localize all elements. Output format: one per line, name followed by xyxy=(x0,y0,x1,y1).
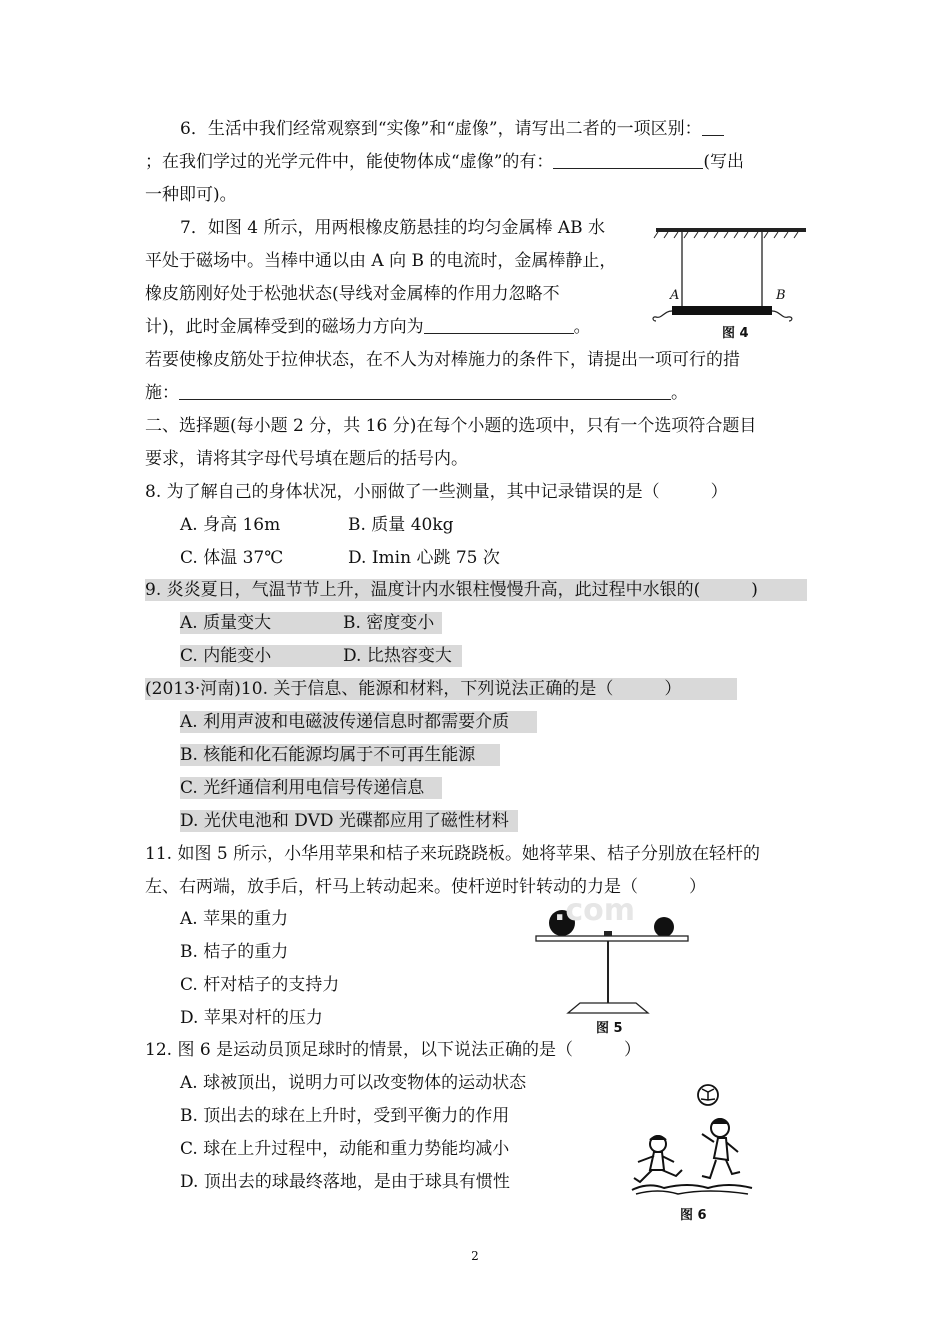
q7-line-3: 橡皮筋刚好处于松弛状态(导线对金属棒的作用力忽略不 xyxy=(145,284,560,304)
q8-stem: 8. 为了解自己的身体状况，小丽做了一些测量，其中记录错误的是（ ） xyxy=(145,482,728,502)
q6-line-1: 6．生活中我们经常观察到“实像”和“虚像”，请写出二者的一项区别： xyxy=(180,118,724,140)
q8-option-b: B. 质量 40kg xyxy=(348,515,454,535)
watermark-text: .com xyxy=(554,893,636,928)
section-2-heading-line-2: 要求，请将其字母代号填在题后的括号内。 xyxy=(145,449,468,469)
q8-option-c: C. 体温 37℃ xyxy=(180,548,284,568)
q9-option-row-1 xyxy=(180,612,442,634)
figure-5-caption: 图 5 xyxy=(596,1021,623,1036)
q7-line-5: 若要使橡皮筋处于拉伸状态，在不人为对棒施力的条件下，请提出一项可行的措 xyxy=(145,350,740,370)
figure-6 xyxy=(628,1078,758,1224)
q7-line-6: 施： 。 xyxy=(145,383,688,403)
q9-option-a: A. 质量变大 xyxy=(180,613,272,633)
q10-stem: (2013·河南)10. 关于信息、能源和材料，下列说法正确的是（ ） xyxy=(145,678,737,700)
q12-option-b: B. 顶出去的球在上升时，受到平衡力的作用 xyxy=(180,1106,510,1126)
q6-line-3: 一种即可)。 xyxy=(145,185,237,205)
metal-rod xyxy=(672,306,772,315)
orange-icon xyxy=(654,917,674,937)
q7-blank-measure[interactable] xyxy=(179,383,671,400)
header-player-icon xyxy=(702,1119,740,1178)
q12-option-c: C. 球在上升过程中，动能和重力势能均减小 xyxy=(180,1139,510,1159)
wire-left xyxy=(653,311,672,321)
kicking-player-icon xyxy=(634,1136,682,1182)
q11-option-b: B. 桔子的重力 xyxy=(180,942,289,962)
q6-blank-difference[interactable] xyxy=(702,119,724,136)
q6-blank-element[interactable] xyxy=(553,152,703,169)
figure-6-drawing xyxy=(628,1078,758,1224)
q12-option-a: A. 球被顶出，说明力可以改变物体的运动状态 xyxy=(180,1073,527,1093)
q10-option-c: C. 光纤通信利用电信号传递信息 xyxy=(180,777,442,799)
q10-option-a: A. 利用声波和电磁波传递信息时都需要介质 xyxy=(180,711,537,733)
q9-option-row-2 xyxy=(180,645,462,667)
seesaw-rod xyxy=(536,936,688,941)
q12-stem: 12. 图 6 是运动员顶足球时的情景，以下说法正确的是（ ） xyxy=(145,1040,642,1060)
grass-ground xyxy=(632,1185,752,1190)
q7-blank-force-direction[interactable] xyxy=(424,317,574,334)
page-number: 2 xyxy=(471,1249,479,1263)
q9-stem: 9. 炎炎夏日，气温节节上升，温度计内水银柱慢慢升高，此过程中水银的( ) xyxy=(145,579,807,601)
q10-option-b: B. 核能和化石能源均属于不可再生能源 xyxy=(180,744,500,766)
q9-option-b: B. 密度变小 xyxy=(343,613,435,633)
seesaw-base xyxy=(568,1003,648,1013)
q10-option-d: D. 光伏电池和 DVD 光碟都应用了磁性材料 xyxy=(180,810,518,832)
section-2-heading-line-1: 二、选择题(每小题 2 分，共 16 分)在每个小题的选项中，只有一个选项符合题目 xyxy=(145,416,757,436)
q7-line-4: 计)，此时金属棒受到的磁场力方向为 。 xyxy=(145,317,591,337)
q12-option-d: D. 顶出去的球最终落地，是由于球具有惯性 xyxy=(180,1172,510,1192)
q9-option-d: D. 比热容变大 xyxy=(343,646,452,666)
figure-4-caption: 图 4 xyxy=(722,326,749,341)
q7-line-2: 平处于磁场中。当棒中通以由 A 向 B 的电流时，金属棒静止， xyxy=(145,251,617,271)
figure-4 xyxy=(648,222,813,347)
q7-line-1: 7．如图 4 所示，用两根橡皮筋悬挂的均匀金属棒 AB 水 xyxy=(180,218,606,238)
q11-option-d: D. 苹果对杆的压力 xyxy=(180,1008,323,1028)
q11-line-1: 11. 如图 5 所示，小华用苹果和桔子来玩跷跷板。她将苹果、桔子分别放在轻杆的 xyxy=(145,844,761,864)
figure-5 xyxy=(528,893,693,1035)
q8-option-d: D. Imin 心跳 75 次 xyxy=(348,548,500,568)
q9-option-c: C. 内能变小 xyxy=(180,646,272,666)
q8-option-a: A. 身高 16m xyxy=(180,515,281,535)
q11-line-2: 左、右两端，放手后，杆马上转动起来。使杆逆时针转动的力是（ ） xyxy=(145,877,706,897)
figure-6-caption: 图 6 xyxy=(680,1208,707,1223)
q11-option-c: C. 杆对桔子的支持力 xyxy=(180,975,340,995)
q6-line-2: ；在我们学过的光学元件中，能使物体成“虚像”的有： (写出 xyxy=(145,152,745,172)
wire-right xyxy=(772,311,792,321)
figure-4-label-b: B xyxy=(776,288,786,303)
q11-option-a: A. 苹果的重力 xyxy=(180,909,289,929)
figure-4-label-a: A xyxy=(670,288,680,303)
